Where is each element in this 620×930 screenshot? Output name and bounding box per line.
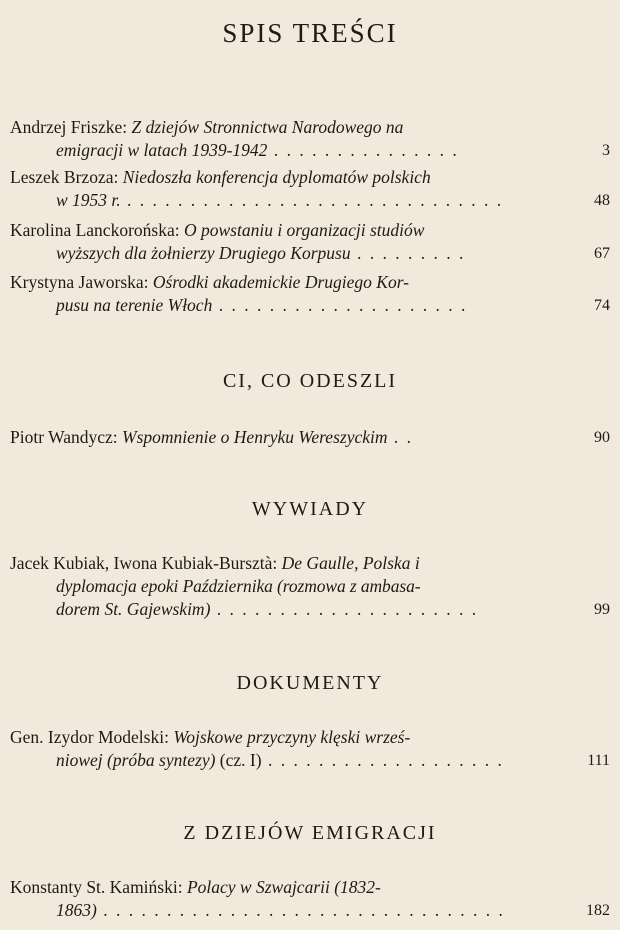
entry-title-cont: dorem St. Gajewskim) — [56, 599, 211, 619]
entry-title-cont: emigracji w latach 1939-1942 — [56, 140, 268, 160]
section-heading: DOKUMENTY — [236, 672, 384, 694]
entry-line — [10, 271, 610, 294]
entry-line — [10, 139, 610, 162]
entry-line — [10, 242, 610, 265]
entry-title-cont: niowej (próba syntezy) — [56, 750, 216, 770]
entry-line — [10, 749, 610, 772]
entry-title-cont: dyplomacja epoki Października (rozmowa z ambasa- — [56, 576, 421, 596]
entry-author: Karolina Lanckorońska: — [10, 220, 180, 240]
entry-line — [10, 294, 610, 317]
entry-part: (cz. I) — [215, 750, 262, 770]
entry-title-cont: w 1953 r. — [56, 190, 121, 210]
page-number: 48 — [594, 192, 610, 209]
entry-title: De Gaulle, Polska i — [281, 553, 420, 573]
page-title: SPIS TREŚCI — [222, 18, 398, 48]
toc-entry[interactable] — [10, 219, 610, 265]
section-heading: Z DZIEJÓW EMIGRACJI — [183, 822, 437, 844]
entry-line — [10, 116, 610, 139]
page-number: 99 — [594, 601, 610, 618]
entry-line — [10, 552, 610, 575]
entry-title: Polacy w Szwajcarii (1832- — [186, 877, 381, 897]
dot-leader: . . . . . . . . . . . . . . . . . . . — [261, 750, 504, 770]
entry-title-cont: 1863) — [56, 900, 97, 920]
page-number: 90 — [594, 429, 610, 446]
section-heading: WYWIADY — [251, 498, 369, 520]
entry-line — [10, 876, 610, 899]
entry-author: Konstanty St. Kamiński: — [10, 877, 183, 897]
entry-author: Gen. Izydor Modelski: — [10, 727, 169, 747]
dot-leader: . . . . . . . . . . . . . . . . . . . . — [212, 295, 468, 315]
entry-title: Ośrodki akademickie Drugiego Kor- — [152, 272, 409, 292]
dot-leader: . . . . . . . . . . . . . . . . . . . . . . . . . . . . . . — [120, 190, 504, 210]
entry-author: Andrzej Friszke: — [10, 117, 128, 137]
entry-title: Niedoszła konferencja dyplomatów polskich — [122, 167, 431, 187]
entry-line — [10, 726, 610, 749]
entry-line — [10, 189, 610, 212]
entry-author: Leszek Brzoza: — [10, 167, 119, 187]
entry-line — [10, 426, 610, 449]
entry-author: Krystyna Jaworska: — [10, 272, 149, 292]
entry-line — [10, 575, 610, 598]
entry-line — [10, 166, 610, 189]
toc-entry[interactable] — [10, 116, 610, 162]
toc-entry[interactable] — [10, 426, 610, 449]
entry-title: Wspomnienie o Henryku Wereszyckim — [122, 427, 388, 447]
entry-title: O powstaniu i organizacji studiów — [183, 220, 425, 240]
dot-leader: . . . . . . . . . . . . . . . — [267, 140, 459, 160]
entry-line — [10, 219, 610, 242]
toc-entry[interactable] — [10, 876, 610, 922]
entry-line — [10, 598, 610, 621]
page-number: 3 — [602, 142, 610, 159]
dot-leader: . . . . . . . . . . . . . . . . . . . . . — [210, 599, 479, 619]
dot-leader: . . . . . . . . . — [350, 243, 466, 263]
dot-leader: . . . . . . . . . . . . . . . . . . . . . . . . . . . . . . . . — [96, 900, 505, 920]
toc-entry[interactable] — [10, 271, 610, 317]
entry-title-cont: pusu na terenie Włoch — [56, 295, 213, 315]
toc-entry[interactable] — [10, 552, 610, 621]
entry-title: Wojskowe przyczyny klęski wrześ- — [173, 727, 411, 747]
page-number: 111 — [587, 752, 610, 769]
entry-author: Piotr Wandycz: — [10, 427, 118, 447]
entry-author: Jacek Kubiak, Iwona Kubiak-Bursztà: — [10, 553, 278, 573]
entry-line — [10, 899, 610, 922]
toc-entry[interactable] — [10, 166, 610, 212]
page-number: 67 — [594, 245, 610, 262]
page-number: 74 — [594, 297, 610, 314]
entry-title-cont: wyższych dla żołnierzy Drugiego Korpusu — [56, 243, 351, 263]
entry-title: Z dziejów Stronnictwa Narodowego na — [131, 117, 404, 137]
page-number: 182 — [586, 902, 610, 919]
section-heading: CI, CO ODESZLI — [222, 370, 398, 392]
dot-leader: . . — [387, 427, 413, 447]
toc-entry[interactable] — [10, 726, 610, 772]
